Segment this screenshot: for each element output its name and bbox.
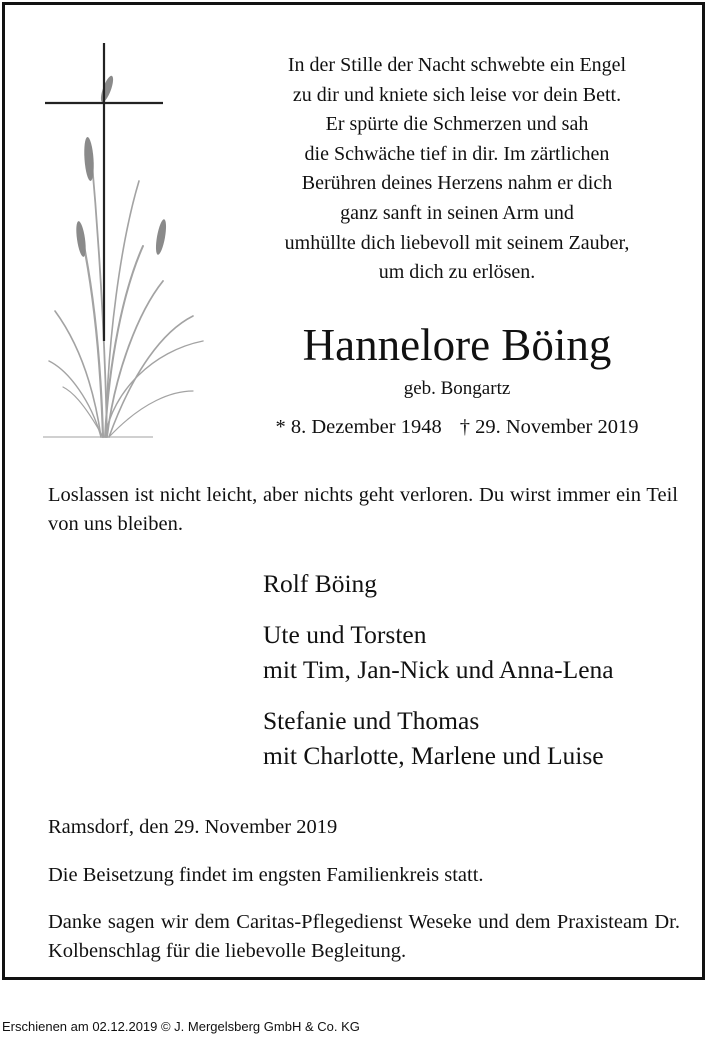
publication-footer: Erschienen am 02.12.2019 © J. Mergelsberg GmbH & Co. KG [2,1019,360,1034]
mourner-name: Ute und Torsten [263,620,427,649]
deceased-name: Hannelore Böing [302,320,612,370]
birth-date: * 8. Dezember 1948 [275,416,442,438]
birth-name: geb. Bongartz [403,378,511,399]
poem-line: Berühren deines Herzens nahm er dich [301,172,613,195]
place-date: Ramsdorf, den 29. November 2019 [48,816,338,838]
mourner-group [263,566,693,601]
mourners-list [263,566,693,773]
poem-line: Er spürte die Schmerzen und sah [325,113,589,136]
mourner-group [263,617,693,687]
life-dates [227,414,687,440]
death-date: † 29. November 2019 [459,416,639,438]
farewell-quote: Loslassen ist nicht leicht, aber nichts geht verloren. Du wirst immer ein Teil von uns bleiben. [48,484,678,535]
poem-line: ganz sanft in seinen Arm und [340,201,574,224]
burial-note: Die Beisetzung findet im engsten Familienkreis statt. [48,864,484,886]
poem-line: umhüllte dich liebevoll mit seinem Zauber, [284,231,630,254]
thanks-note: Danke sagen wir dem Caritas-Pflegedienst Weseke und dem Praxisteam Dr. Kolbenschlag für die liebevolle Begleitung. [48,911,680,962]
mourner-name: Rolf Böing [263,569,378,598]
mourner-group [263,703,693,773]
poem-line: zu dir und kniete sich leise vor dein Bett. [292,83,622,106]
mourner-children: mit Tim, Jan-Nick und Anna-Lena [263,655,614,684]
poem [227,51,687,288]
poem-line: die Schwäche tief in dir. Im zärtlichen [304,142,610,165]
mourner-children: mit Charlotte, Marlene und Luise [263,741,604,770]
cross-with-reeds-icon [43,41,213,441]
poem-line: um dich zu erlösen. [378,261,536,284]
mourner-name: Stefanie und Thomas [263,706,480,735]
poem-line: In der Stille der Nacht schwebte ein Engel [287,54,627,76]
obituary-frame [2,2,705,980]
